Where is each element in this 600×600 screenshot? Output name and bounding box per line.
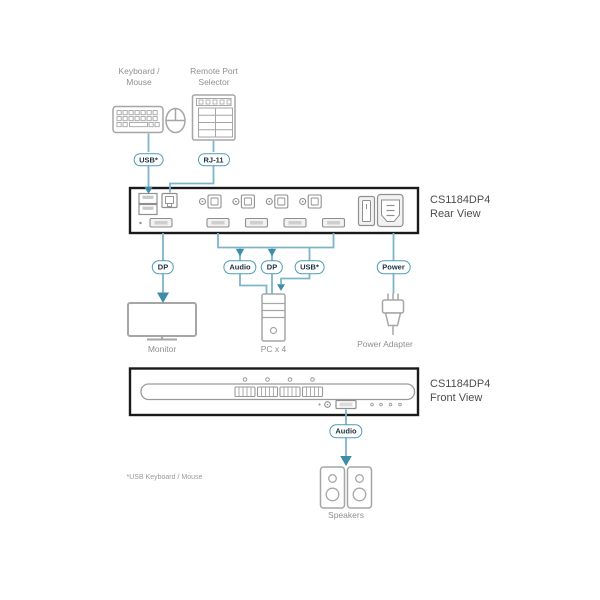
keyboard-icon bbox=[113, 107, 163, 133]
front-usb-port bbox=[336, 401, 356, 409]
dp-monitor-pill: DP bbox=[152, 260, 174, 274]
dp-pc-port-3 bbox=[284, 219, 306, 228]
audio-pc-pill: Audio bbox=[223, 260, 256, 274]
power-pill: Power bbox=[376, 260, 411, 274]
speaker-left-icon bbox=[321, 467, 345, 508]
remote-port-selector-label-line2: Selector bbox=[198, 76, 230, 87]
dp-pc-port-2 bbox=[246, 219, 268, 228]
speakers-label: Speakers bbox=[328, 510, 364, 520]
dp-pc-pill: DP bbox=[261, 260, 283, 274]
rj11-port bbox=[162, 194, 177, 208]
usb-console-pill: USB* bbox=[133, 153, 164, 167]
usb-console-port-1 bbox=[139, 194, 157, 204]
monitor-icon bbox=[128, 303, 196, 340]
audio-speakers-pill: Audio bbox=[329, 424, 362, 438]
front-view-title bbox=[430, 377, 490, 405]
usb-console-port-2 bbox=[139, 205, 157, 215]
dp-console-port bbox=[150, 219, 172, 228]
arrow-audio-up bbox=[236, 249, 244, 257]
power-inlet bbox=[378, 195, 404, 227]
arrow-usb-into-pc bbox=[277, 284, 285, 291]
keyboard-mouse-label-line2: Mouse bbox=[126, 76, 152, 87]
reset-pinhole bbox=[139, 222, 141, 224]
speaker-right-icon bbox=[348, 467, 372, 508]
pc-tower-icon bbox=[262, 294, 285, 341]
power-adapter-icon bbox=[383, 294, 404, 336]
remote-port-selector-icon bbox=[193, 95, 236, 140]
keyboard-mouse-label-line1: Keyboard / bbox=[118, 66, 160, 76]
remote-port-selector-label-line1: Remote Port bbox=[190, 66, 238, 76]
rj11-pill: RJ-11 bbox=[197, 153, 229, 167]
rear-panel bbox=[130, 188, 418, 233]
power-switch bbox=[359, 197, 375, 226]
front-panel bbox=[130, 369, 418, 416]
front-view-label: Front View bbox=[430, 392, 483, 404]
usb-pc-pill: USB* bbox=[294, 260, 325, 274]
rear-view-label: Rear View bbox=[430, 208, 481, 220]
dp-pc-port-1 bbox=[207, 219, 229, 228]
rear-view-model: CS1184DP4 bbox=[430, 194, 491, 206]
arrow-dp-up bbox=[268, 249, 276, 257]
keyboard-mouse-label bbox=[118, 66, 159, 87]
monitor-label: Monitor bbox=[147, 343, 177, 354]
cable-bracket bbox=[218, 233, 334, 248]
dp-pc-port-4 bbox=[323, 219, 345, 228]
rear-view-title bbox=[430, 193, 490, 221]
mouse-icon bbox=[166, 109, 185, 133]
front-view-model: CS1184DP4 bbox=[430, 378, 491, 390]
pc-label: PC x 4 bbox=[260, 344, 287, 354]
arrow-into-speakers bbox=[340, 456, 352, 466]
power-adapter-label: Power Adapter bbox=[357, 339, 413, 349]
usb-footnote: *USB Keyboard / Mouse bbox=[126, 474, 203, 481]
arrow-into-monitor bbox=[157, 293, 169, 304]
remote-port-selector-label bbox=[190, 66, 238, 87]
mode-pinhole bbox=[319, 404, 321, 406]
